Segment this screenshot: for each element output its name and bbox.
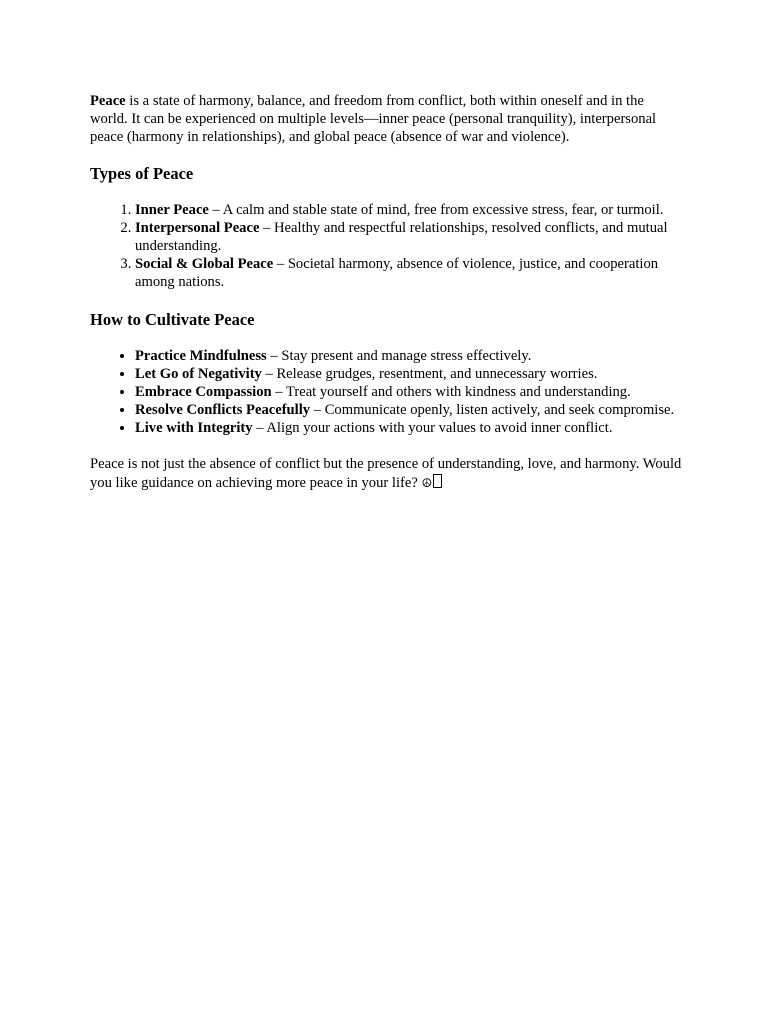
types-list-item [135,256,682,292]
types-list-item [135,202,682,220]
cultivate-item-term: Let Go of Negativity [135,366,262,383]
cultivate-list-item [135,366,682,384]
types-item-term: Social & Global Peace [135,255,274,272]
types-item-term: Inner Peace [135,202,209,219]
cultivate-list [90,348,682,437]
cultivate-list-item [135,420,682,438]
cultivate-heading: How to Cultivate Peace [90,310,255,330]
cultivate-list-item [135,348,682,366]
types-item-term: Interpersonal Peace [135,220,260,237]
cultivate-item-text: – Communicate openly, listen actively, and seek compromise. [310,401,675,418]
intro-term: Peace [90,93,126,109]
cultivate-item-text: – Align your actions with your values to avoid inner conflict. [252,419,613,436]
cultivate-list-item [135,384,682,402]
intro-paragraph [90,93,682,146]
closing-paragraph [90,456,682,493]
cultivate-item-text: – Treat yourself and others with kindness and understanding. [271,383,631,400]
document-body [90,93,682,493]
cultivate-list-item [135,402,682,420]
peace-symbol-icon: ☮ [421,476,433,491]
types-list [90,202,682,291]
cultivate-item-text: – Release grudges, resentment, and unnecessary worries. [261,366,598,383]
cultivate-item-term: Live with Integrity [135,419,253,436]
intro-text: is a state of harmony, balance, and freedom from conflict, both within oneself and in the world. It can be experienced on multiple levels—inner peace (personal tranquility), interpersonal peace (harmony in relationships), and global peace (absence of war and violence). [90,93,657,145]
cultivate-item-term: Embrace Compassion [135,383,272,400]
types-item-text: – A calm and stable state of mind, free from excessive stress, fear, or turmoil. [208,202,664,219]
types-heading: Types of Peace [90,164,194,184]
closing-text: Peace is not just the absence of conflict but the presence of understanding, love, and harmony. Would you like guidance on achieving more peace in your life? [90,456,682,492]
cultivate-item-term: Resolve Conflicts Peacefully [135,401,311,418]
types-item-text: – Healthy and respectful relationships, resolved conflicts, and mutual understanding. [135,220,668,254]
cultivate-item-term: Practice Mindfulness [135,348,267,365]
cultivate-item-text: – Stay present and manage stress effectively. [266,348,532,365]
types-item-text: – Societal harmony, absence of violence, justice, and cooperation among nations. [135,255,659,290]
missing-glyph-box-icon [433,474,442,488]
types-list-item [135,220,682,256]
